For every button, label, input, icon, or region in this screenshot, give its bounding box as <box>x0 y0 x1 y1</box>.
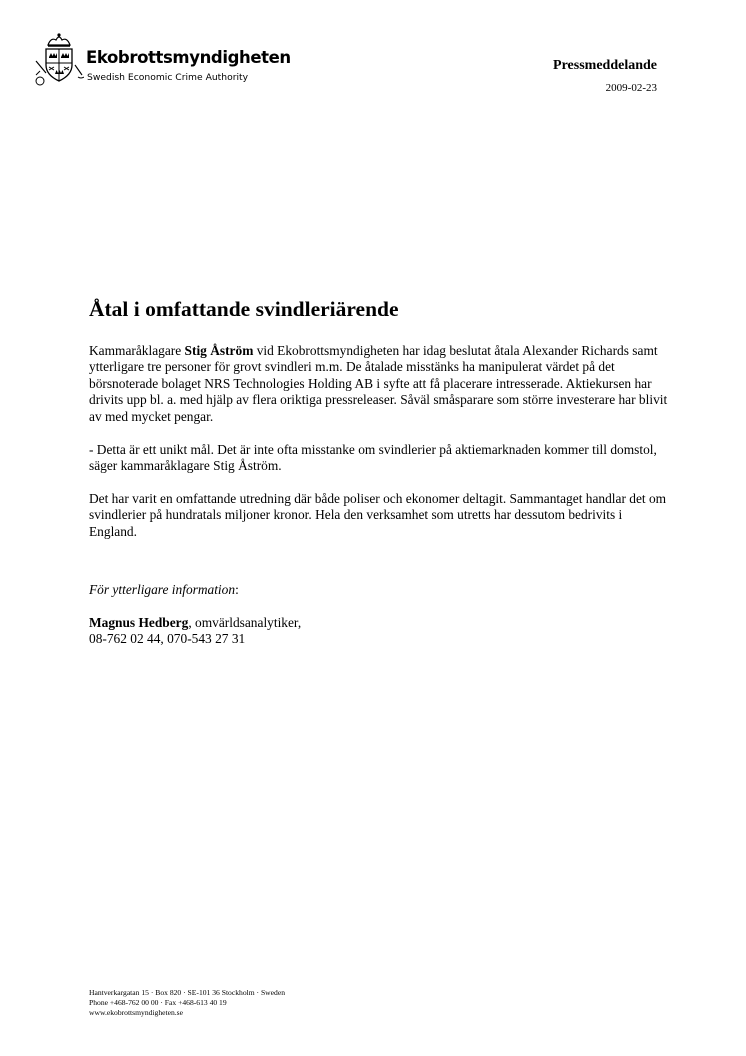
footer <box>89 988 285 1019</box>
paragraph-quote: - Detta är ett unikt mål. Det är inte ofta misstanke om svindlerier på aktiemarknaden kommer till domstol, säger kammaråklagare Stig Åström. <box>89 441 657 473</box>
logo-wordmark: Ekobrottsmyndigheten <box>86 48 291 67</box>
article-title: Åtal i omfattande svindleriärende <box>89 297 399 321</box>
footer-web: www.ekobrottsmyndigheten.se <box>89 1008 183 1018</box>
more-info-colon: : <box>235 582 239 598</box>
paragraph-intro <box>89 343 669 425</box>
document-date: 2009-02-23 <box>605 82 657 94</box>
press-release-body <box>89 294 669 664</box>
coat-of-arms-icon <box>34 31 84 93</box>
footer-phone: Phone +468-762 00 00 · Fax +468-613 40 19 <box>89 998 227 1008</box>
contact-role: , omvärldsanalytiker, <box>188 614 302 630</box>
intro-prefix: Kammaråklagare <box>89 343 185 358</box>
intro-text: vid Ekobrottsmyndigheten har idag beslutat åtala Alexander Richards samt ytterligare tre personer för grovt svindleri m.m. De åtalade misstänks ha manipulerat värdet på det börsnoterade bolaget NRS Technologies Holding AB i syfte att få placerare intresserade. Aktiekursen har drivits upp bl. a. med hjälp av flera oriktiga pressreleaser. Såväl småsparare som större investerare har blivit av med mycket pengar. <box>89 343 668 424</box>
more-info-label: För ytterligare information <box>89 582 236 598</box>
paragraph-investigation: Det har varit en omfattande utredning där både poliser och ekonomer deltagit. Sammantaget handlar det om svindlerier på hundratals miljoner kronor. Hela den verksamhet som utretts har dessutom bedrivits i England. <box>89 490 667 539</box>
contact-phones: 08-762 02 44, 070-543 27 31 <box>89 631 246 647</box>
contact-name: Magnus Hedberg <box>89 614 189 630</box>
logo-subtitle: Swedish Economic Crime Authority <box>87 72 249 83</box>
more-info-heading <box>89 582 669 598</box>
document-type: Pressmeddelande <box>553 58 657 73</box>
contact-block <box>89 615 669 648</box>
footer-address: Hantverkargatan 15 · Box 820 · SE-101 36 Stockholm · Sweden <box>89 988 285 997</box>
logo <box>34 31 291 93</box>
prosecutor-name: Stig Åström <box>184 343 254 358</box>
